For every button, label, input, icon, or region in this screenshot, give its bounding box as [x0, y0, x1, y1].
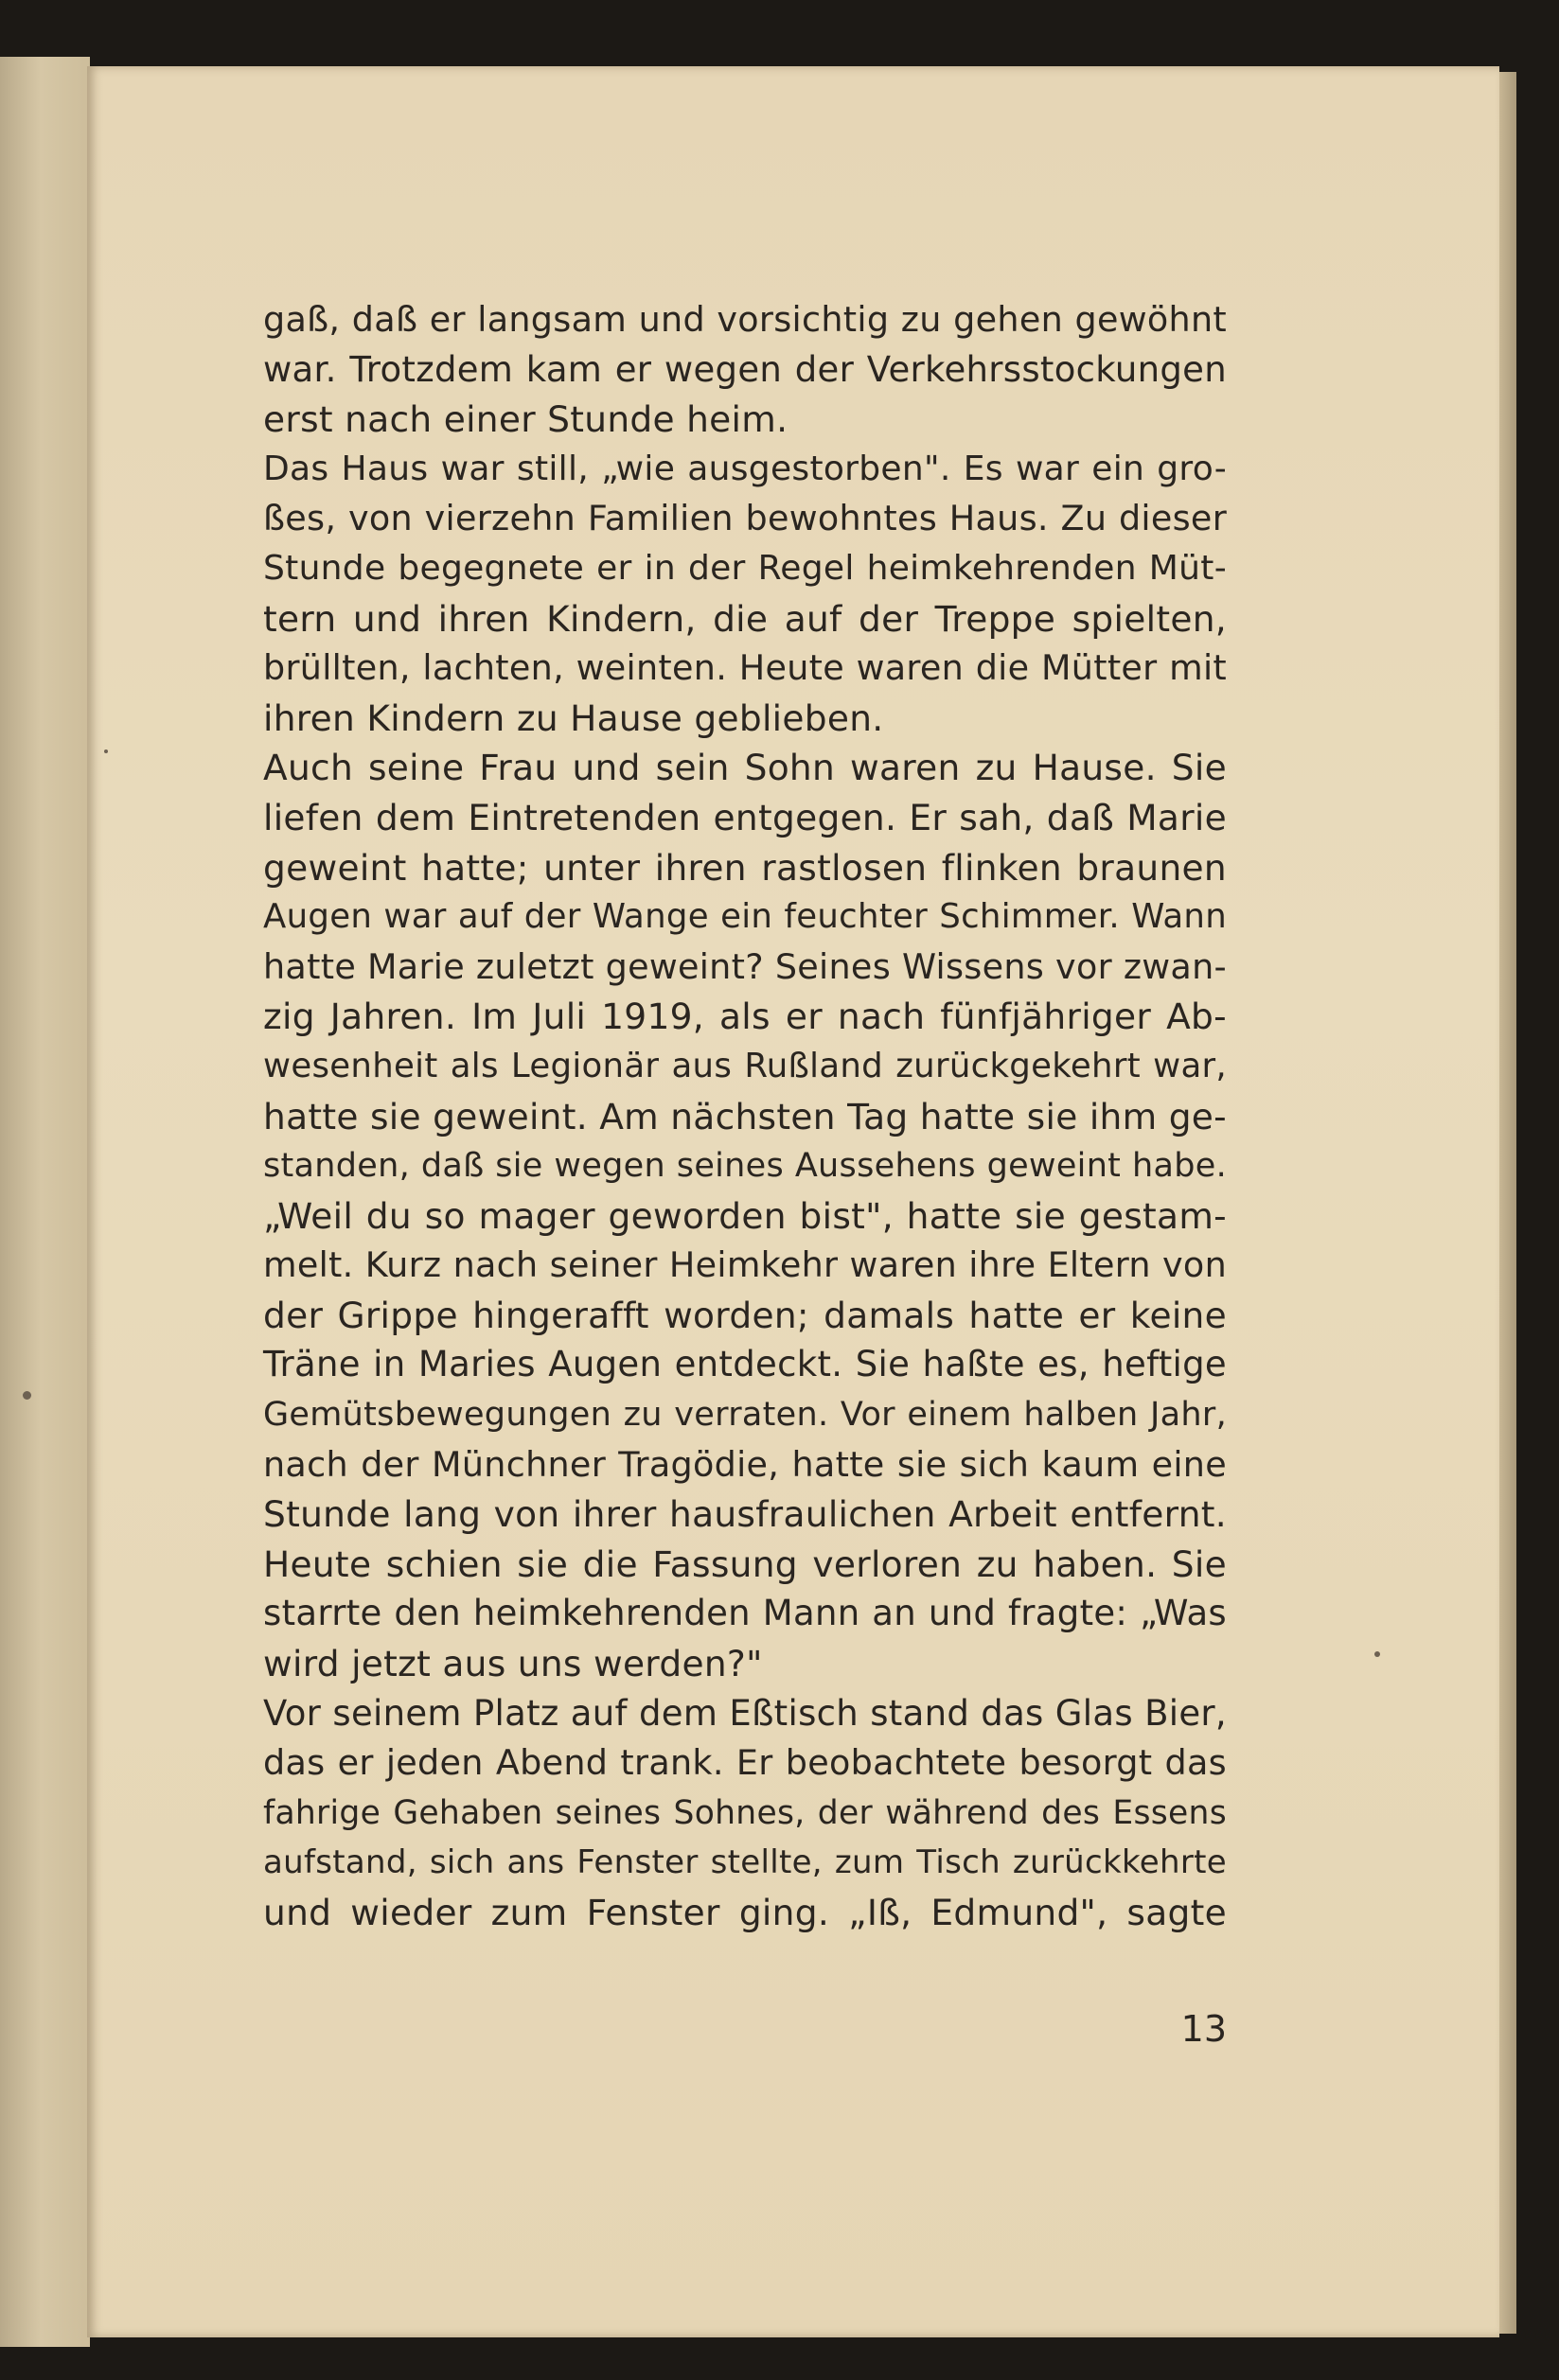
facing-page-edge: [0, 57, 90, 2347]
text-line: hatte sie geweint. Am nächsten Tag hatte sie ihm ge-: [263, 1095, 1227, 1137]
body-text: [263, 295, 1227, 1938]
text-line: tern und ihren Kindern, die auf der Treppe spielten,: [263, 597, 1227, 640]
text-line: war. Trotzdem kam er wegen der Verkehrsstockungen: [263, 348, 1227, 390]
text-line: geweint hatte; unter ihren rastlosen flinken braunen: [263, 846, 1227, 889]
text-line: gaß, daß er langsam und vorsichtig zu gehen gewöhnt: [263, 299, 1227, 340]
text-line: ihren Kindern zu Hause geblieben.: [263, 696, 884, 739]
page-right-edge: [1499, 72, 1516, 2334]
paper-speck: [23, 1391, 31, 1400]
text-line: und wieder zum Fenster ging. „Iß, Edmund", sagte: [263, 1892, 1227, 1933]
paper-speck: [104, 749, 108, 753]
text-line: Heute schien sie die Fassung verloren zu haben. Sie: [263, 1543, 1227, 1585]
text-line: Träne in Maries Augen entdeckt. Sie haßte es, heftige: [263, 1344, 1227, 1385]
text-line: brüllten, lachten, weinten. Heute waren die Mütter mit: [263, 647, 1227, 689]
text-line: wird jetzt aus uns werden?": [263, 1643, 763, 1685]
text-line: Auch seine Frau und sein Sohn waren zu Hause. Sie: [263, 747, 1227, 789]
paper-speck: [1374, 1651, 1380, 1657]
text-line: liefen dem Eintretenden entgegen. Er sah, daß Marie: [263, 796, 1227, 838]
text-line: Das Haus war still, „wie ausgestorben". Es war ein gro-: [263, 449, 1227, 488]
page-number: 13: [1180, 2008, 1227, 2050]
text-line: nach der Münchner Tragödie, hatte sie sich kaum eine: [263, 1443, 1227, 1485]
text-line: wesenheit als Legionär aus Rußland zurückgekehrt war,: [263, 1046, 1227, 1085]
text-line: zig Jahren. Im Juli 1919, als er nach fünfjähriger Ab-: [263, 996, 1227, 1038]
text-line: hatte Marie zuletzt geweint? Seines Wissens vor zwan-: [263, 945, 1227, 987]
text-line: erst nach einer Stunde heim.: [263, 398, 788, 441]
text-line: das er jeden Abend trank. Er beobachtete besorgt das: [263, 1742, 1227, 1784]
text-line: ßes, von vierzehn Familien bewohntes Haus. Zu dieser: [263, 498, 1227, 539]
text-line: „Weil du so mager geworden bist", hatte sie gestam-: [263, 1194, 1227, 1237]
text-line: Augen war auf der Wange ein feuchter Schimmer. Wann: [263, 897, 1227, 937]
text-line: fahrige Gehaben seines Sohnes, der während des Essens: [263, 1793, 1227, 1832]
text-line: aufstand, sich ans Fenster stellte, zum Tisch zurückkehrte: [263, 1843, 1227, 1882]
text-line: Gemütsbewegungen zu verraten. Vor einem halben Jahr,: [263, 1396, 1227, 1435]
text-line: Vor seinem Platz auf dem Eßtisch stand das Glas Bier,: [263, 1692, 1227, 1734]
text-line: Stunde begegnete er in der Regel heimkehrenden Müt-: [263, 548, 1227, 588]
text-line: der Grippe hingerafft worden; damals hatte er keine: [263, 1294, 1227, 1336]
text-line: standen, daß sie wegen seines Aussehens geweint habe.: [263, 1147, 1227, 1186]
text-line: melt. Kurz nach seiner Heimkehr waren ihre Eltern von: [263, 1244, 1227, 1286]
text-line: Stunde lang von ihrer hausfraulichen Arbeit entfernt.: [263, 1493, 1227, 1536]
text-line: starrte den heimkehrenden Mann an und fragte: „Was: [263, 1593, 1227, 1634]
